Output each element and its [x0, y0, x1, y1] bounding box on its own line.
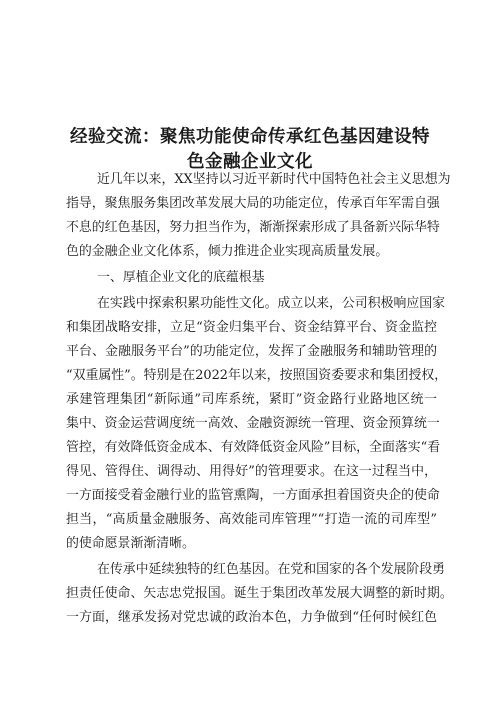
paragraph-3-line-1: 在传承中延续独特的红色基因。在党和国家的各个发展阶段勇	[97, 562, 446, 577]
paragraph-2-line-10: 担当，“高质量金融服务、高效能司库管理”“打造一流的司库型”	[66, 512, 437, 527]
paragraph-3-line-3: 一方面，继承发扬对党忠诚的政治本色，力争做到“任何时候红色	[66, 610, 437, 625]
paragraph-1-line-3: 不息的红色基因，努力担当作为，渐渐探索形成了具备新兴际华特	[66, 220, 440, 235]
section-heading: 一、厚植企业文化的底蕴根基	[97, 270, 265, 285]
paragraph-2-line-6: 集中、资金运营调度统一高效、金融资源统一管理、资金预算统一	[66, 416, 440, 431]
paragraph-1-line-4: 色的金融企业文化体系，倾力推进企业实现高质量发展。	[66, 244, 389, 259]
paragraph-1-line-1: 近几年以来，XX坚持以习近平新时代中国特色社会主义思想为	[97, 172, 451, 187]
paragraph-2-line-9: 一方面接受着金融行业的监管熏陶，一方面承担着国资央企的使命	[66, 488, 440, 503]
paragraph-2-line-7: 管控，有效降低资金成本、有效降低资金风险”目标，全面落实“看	[66, 440, 441, 455]
paragraph-2-line-2: 和集团战略安排，立足“资金归集平台、资金结算平台、资金监控	[66, 320, 437, 335]
paragraph-2-line-4: “双重属性”。特别是在2022年以来，按照国资委要求和集团授权，	[66, 368, 448, 383]
document-title-line-1: 经验交流：聚焦功能使命传承红色基因建设特	[70, 127, 430, 147]
paragraph-1-line-2: 指导，聚焦服务集团改革发展大局的功能定位，传承百年军需自强	[66, 196, 440, 211]
paragraph-3-line-2: 担责任使命、矢志忠党报国。诞生于集团改革发展大调整的新时期。	[66, 586, 453, 601]
paragraph-2-line-8: 得见、管得住、调得动、用得好”的管理要求。在这一过程当中，	[66, 464, 437, 479]
paragraph-2-line-3: 平台、金融服务平台”的功能定位，发挥了金融服务和辅助管理的	[66, 344, 437, 359]
paragraph-2-line-5: 承建管理集团“新际通”司库系统，紧盯”资金路行业路地区统一	[66, 392, 437, 407]
document-title-line-2: 色金融企业文化	[187, 152, 313, 172]
paragraph-2-line-11: 的使命愿景渐渐清晰。	[66, 536, 195, 551]
paragraph-2-line-1: 在实践中探索积累功能性文化。成立以来，公司积极响应国家	[97, 296, 446, 311]
